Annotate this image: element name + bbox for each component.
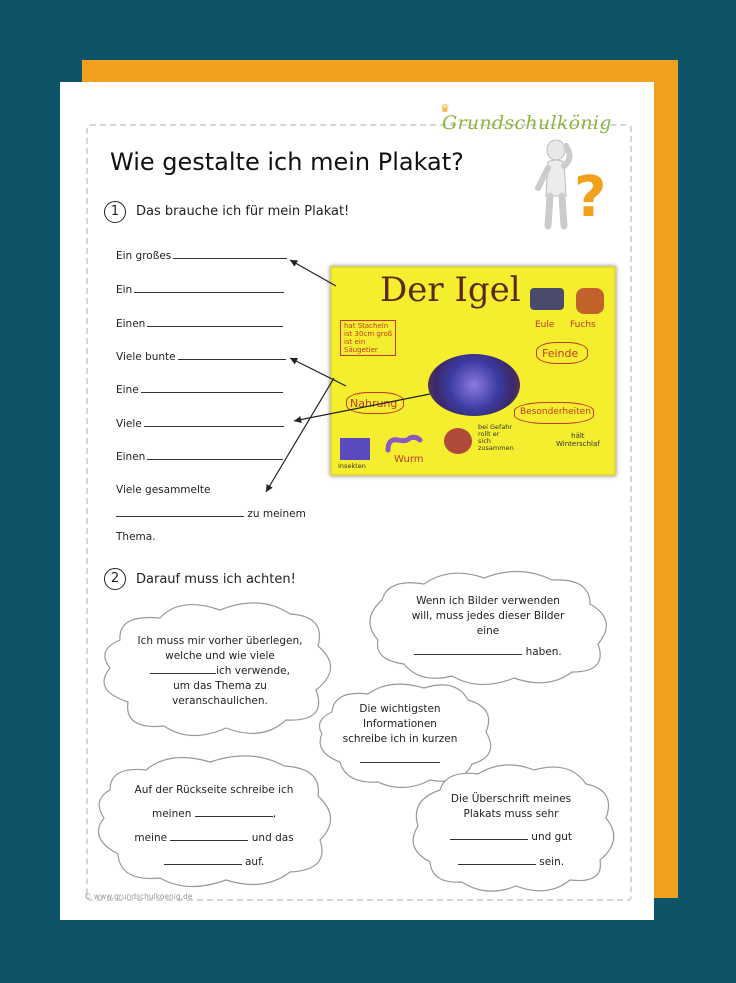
text-line <box>124 826 304 850</box>
answer-blank[interactable] <box>414 645 522 655</box>
text-line <box>436 855 586 870</box>
text-line: um das Thema zu <box>173 680 267 692</box>
answer-blank[interactable] <box>195 807 273 817</box>
poster-feinde-label: Feinde <box>542 347 579 360</box>
section-number-2: 2 <box>104 568 126 590</box>
fill-label: zu meinem <box>247 508 306 520</box>
text-line: Ich muss mir vorher überlegen, <box>137 635 303 647</box>
answer-blank[interactable] <box>164 855 242 865</box>
fill-label: Ein großes <box>116 250 172 262</box>
text-fragment: meine <box>134 832 168 844</box>
text-line <box>398 645 578 660</box>
answer-blank[interactable] <box>458 855 536 865</box>
text-line: hält <box>571 432 585 440</box>
answer-blank[interactable] <box>360 753 440 763</box>
text-line: Die wichtigsten <box>359 703 441 715</box>
fill-line-8: Viele gesammelte <box>116 484 211 496</box>
text-line: Informationen <box>363 718 437 730</box>
text-line: will, muss jedes dieser Bilder <box>411 610 565 622</box>
poster-insekten-label: Insekten <box>338 462 366 470</box>
brand-name: Grundschulkönig <box>442 112 612 134</box>
steckbrief-line: ist 30cm groß <box>344 330 393 338</box>
poster-title: Der Igel <box>380 270 521 310</box>
text-line <box>436 830 586 845</box>
text-line: eine <box>476 625 500 637</box>
fill-label: Ein <box>116 284 133 296</box>
poster-wurm-label: Wurm <box>394 454 424 465</box>
text-line <box>124 850 304 874</box>
text-line: bei Gefahr <box>478 423 513 431</box>
crown-icon: ♛ <box>440 102 451 115</box>
footer-copyright: © www.grundschulkoenig.de <box>84 892 193 901</box>
text-fragment: auf. <box>244 856 265 868</box>
poster-nahrung-label: Nahrung <box>350 397 398 410</box>
text-line: sich <box>478 437 491 445</box>
poster-animal-owl: Eule <box>535 320 555 330</box>
arrow-4 <box>266 378 334 492</box>
fill-label: Viele bunte <box>116 351 176 363</box>
cloud-4-text <box>124 778 304 874</box>
steckbrief-line: ist ein <box>344 338 366 346</box>
poster-animal-fox: Fuchs <box>570 320 596 330</box>
section-number-1: 1 <box>104 201 126 223</box>
cloud-1-text <box>130 634 310 709</box>
text-line: veranschaulichen. <box>172 695 268 707</box>
arrow-2 <box>290 358 346 386</box>
cloud-2-text <box>398 594 578 660</box>
text-line: Wenn ich Bilder verwenden <box>416 595 560 607</box>
text-fragment: ich verwende, <box>216 665 290 677</box>
text-line: Plakats muss sehr <box>463 808 559 820</box>
fill-label: Eine <box>116 384 139 396</box>
fill-label: Einen <box>116 318 146 330</box>
steckbrief-line: hat Stacheln <box>344 322 389 330</box>
text-line: Winterschlaf <box>556 440 600 448</box>
text-line: Auf der Rückseite schreibe ich <box>134 784 294 796</box>
cloud-3-text <box>338 702 462 768</box>
text-fragment: haben. <box>525 646 562 658</box>
cloud-5-text <box>436 792 586 870</box>
text-line: zusammen <box>478 444 514 452</box>
text-fragment: meinen <box>151 808 192 820</box>
fill-line-10: Thema. <box>116 531 156 543</box>
fill-label: Viele <box>116 418 142 430</box>
steckbrief-line: Säugetier <box>344 346 378 354</box>
section-1-heading: Das brauche ich für mein Plakat! <box>136 204 350 219</box>
page-title: Wie gestalte ich mein Plakat? <box>110 148 464 176</box>
answer-blank[interactable] <box>170 831 248 841</box>
answer-blank[interactable] <box>150 664 216 674</box>
text-fragment: sein. <box>539 856 565 868</box>
poster-besonderheiten-label: Besonderheiten <box>520 407 591 417</box>
text-line: Die Überschrift meines <box>450 793 572 805</box>
fill-label: Einen <box>116 451 146 463</box>
section-2-heading: Darauf muss ich achten! <box>136 572 296 587</box>
text-fragment: und gut <box>531 831 573 843</box>
text-line: rollt er <box>478 430 500 438</box>
answer-blank[interactable] <box>450 830 528 840</box>
arrow-3 <box>294 394 430 421</box>
svg-text:?: ? <box>574 165 607 230</box>
arrow-1 <box>290 260 336 286</box>
text-line: meinen , <box>151 808 277 820</box>
text-line: schreibe ich in kurzen <box>342 733 458 745</box>
text-line: welche und wie viele <box>165 650 275 662</box>
text-fragment: und das <box>251 832 294 844</box>
text-line <box>130 664 310 679</box>
text-line <box>338 753 462 768</box>
